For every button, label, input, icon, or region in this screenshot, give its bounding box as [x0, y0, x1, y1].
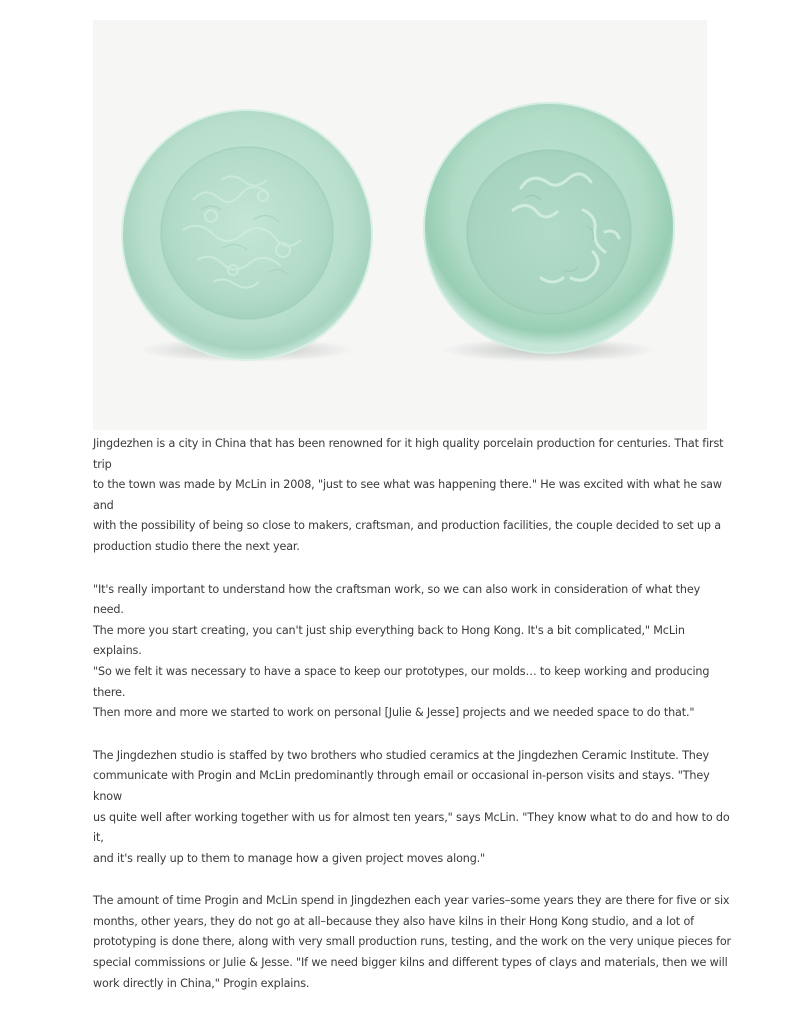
left-plate	[122, 110, 372, 362]
paragraph-studio-staff: The Jingdezhen studio is staffed by two brothers who studied ceramics at the Jingdezhen Ceramic Institute. They communicate with Progin and McLin predominantly through email or occasional in-person visits and stays. "They know us quite well after working together with us for almost ten years," says McLin. "They know what to do and how to do it, and it's really up to them to manage how a given project moves along."	[93, 748, 730, 865]
paragraph-craftsman-quote: "It's really important to understand how the craftsman work, so we can also work in consideration of what they need. The more you start creating, you can't just ship everything back to Hong Kong. It's a bit complicated," McLin explains. "So we felt it was necessary to have a space to keep our prototypes, our molds… to keep working and producing there. Then more and more we started to work on personal [Julie & Jesse] projects and we needed space to do that."	[93, 582, 710, 720]
paragraph-time-spent: The amount of time Progin and McLin spend in Jingdezhen each year varies–some years they are there for five or six months, other years, they do not go at all–because they also have kilns in their Hong Kong studio, and a lot of prototyping is done there, along with very small production runs, testing, and the work on the very unique pieces for special commissions or Julie & Jesse. "If we need bigger kilns and different types of clays and materials, then we will work directly in China," Progin explains.	[93, 894, 732, 990]
plates-illustration	[93, 20, 707, 430]
article-body	[93, 434, 733, 1016]
paragraph-jingdezhen-intro: Jingdezhen is a city in China that has been renowned for it high quality porcelain production for centuries. That first trip to the town was made by McLin in 2008, "just to see what was happening there." He was excited with what he saw and with the possibility of being so close to makers, craftsman, and production facilities, the couple decided to set up a production studio there the next year.	[93, 437, 724, 553]
celadon-plates-photo	[93, 20, 707, 430]
